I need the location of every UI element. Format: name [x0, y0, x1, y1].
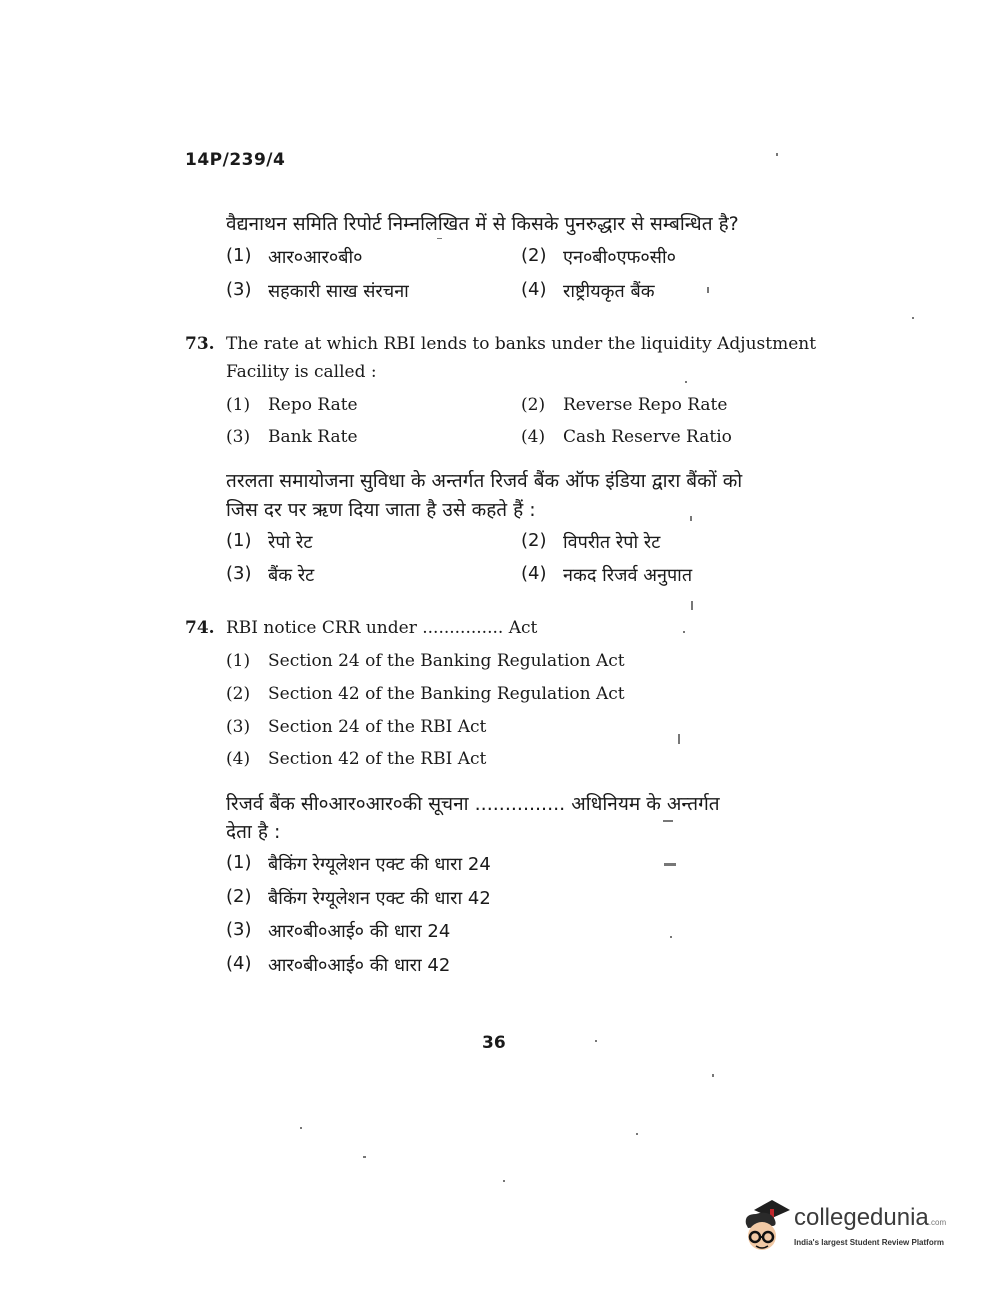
option-number: (2)	[226, 684, 251, 704]
q74-hindi-option-1	[226, 852, 491, 876]
q74-option-1	[226, 651, 625, 671]
q73-question-line1: The rate at which RBI lends to banks under the liquidity Adjustment	[226, 334, 817, 354]
scan-speck	[503, 1180, 505, 1182]
q74-hindi-option-2	[226, 886, 491, 910]
option-text: आर०बी०आई० की धारा 42	[268, 955, 451, 976]
option-number: (3)	[226, 717, 251, 737]
option-text: Section 42 of the Banking Regulation Act	[268, 684, 625, 704]
scan-speck	[683, 631, 685, 633]
q74-question: RBI notice CRR under ............... Act	[226, 618, 538, 638]
q74-number: 74.	[185, 618, 215, 638]
q74-hindi-line1: रिजर्व बैंक सी०आर०आर०की सूचना ............... अधिनियम के अन्तर्गत	[226, 793, 720, 815]
scan-speck	[678, 734, 680, 744]
scan-speck	[685, 381, 687, 383]
page-number: 36	[482, 1033, 506, 1053]
option-text: रेपो रेट	[268, 532, 313, 553]
logo-wordmark	[794, 1204, 946, 1232]
q73-hindi-line1: तरलता समायोजना सुविधा के अन्तर्गत रिजर्व बैंक ऑफ इंडिया द्वारा बैंकों को	[226, 470, 743, 492]
option-number: (1)	[226, 651, 251, 671]
scan-speck	[690, 516, 692, 521]
option-number: (3)	[226, 279, 252, 300]
q73-option-4	[521, 427, 732, 447]
scan-speck	[912, 317, 914, 319]
q74-option-3	[226, 717, 486, 737]
logo-tagline: India's largest Student Review Platform	[794, 1238, 944, 1247]
q72-option-1	[226, 245, 363, 269]
option-number: (1)	[226, 852, 252, 873]
option-text: सहकारी साख संरचना	[268, 281, 409, 302]
option-number: (3)	[226, 427, 251, 447]
q74-hindi-line2: देता है :	[226, 821, 281, 843]
option-number: (1)	[226, 395, 251, 415]
option-text: Section 24 of the Banking Regulation Act	[268, 651, 625, 671]
q73-hindi-option-4	[521, 563, 692, 587]
option-number: (2)	[226, 886, 252, 907]
option-text: Section 42 of the RBI Act	[268, 749, 487, 769]
scan-speck	[300, 1127, 302, 1129]
q73-hindi-option-2	[521, 530, 660, 554]
paper-code: 14P/239/4	[185, 150, 286, 170]
option-text: विपरीत रेपो रेट	[563, 532, 661, 553]
q73-option-2	[521, 395, 727, 415]
q74-option-2	[226, 684, 625, 704]
option-number: (3)	[226, 919, 252, 940]
scan-speck	[363, 1156, 366, 1158]
logo-suffix: .com	[928, 1218, 947, 1227]
option-text: आर०आर०बी०	[268, 247, 363, 268]
option-text: आर०बी०आई० की धारा 24	[268, 921, 451, 942]
q74-hindi-option-3	[226, 919, 450, 943]
scan-speck	[691, 601, 693, 610]
q73-hindi-option-3	[226, 563, 314, 587]
q73-hindi-option-1	[226, 530, 312, 554]
option-number: (1)	[226, 530, 252, 551]
option-text: बैकिंग रेग्यूलेशन एक्ट की धारा 42	[268, 888, 491, 909]
q74-option-4	[226, 749, 486, 769]
option-text: Reverse Repo Rate	[563, 395, 728, 415]
option-text: एन०बी०एफ०सी०	[563, 247, 676, 268]
scan-speck	[707, 287, 709, 293]
option-text: बैकिंग रेग्यूलेशन एक्ट की धारा 24	[268, 854, 491, 875]
option-number: (2)	[521, 530, 547, 551]
option-number: (4)	[521, 563, 547, 584]
q73-option-1	[226, 395, 358, 415]
collegedunia-logo	[738, 1196, 963, 1260]
option-text: नकद रिजर्व अनुपात	[563, 565, 693, 586]
option-text: Section 24 of the RBI Act	[268, 717, 487, 737]
scan-speck	[712, 1074, 714, 1077]
q73-question-line2: Facility is called :	[226, 362, 377, 382]
option-text: राष्ट्रीयकृत बैंक	[563, 281, 655, 302]
option-number: (4)	[521, 279, 547, 300]
q74-hindi-option-4	[226, 953, 450, 977]
q72-hindi-question: वैद्यनाथन समिति रिपोर्ट निम्नलिखित में से किसके पुनरुद्धार से सम्बन्धित है?	[226, 213, 739, 235]
scan-speck	[664, 863, 676, 866]
option-number: (1)	[226, 245, 252, 266]
scan-speck	[776, 153, 778, 156]
scan-speck	[670, 936, 672, 938]
q73-option-3	[226, 427, 358, 447]
scan-speck	[663, 820, 673, 822]
option-number: (4)	[226, 749, 251, 769]
option-number: (3)	[226, 563, 252, 584]
q72-option-3	[226, 279, 409, 303]
option-text: बैंक रेट	[268, 565, 315, 586]
scan-speck	[437, 238, 442, 239]
option-number: (4)	[521, 427, 546, 447]
option-text: Bank Rate	[268, 427, 358, 447]
option-number: (2)	[521, 245, 547, 266]
logo-name: collegedunia	[794, 1204, 929, 1231]
option-number: (2)	[521, 395, 546, 415]
q73-hindi-line2: जिस दर पर ऋण दिया जाता है उसे कहते हैं :	[226, 499, 536, 521]
q72-option-2	[521, 245, 676, 269]
q72-option-4	[521, 279, 655, 303]
option-text: Cash Reserve Ratio	[563, 427, 732, 447]
option-text: Repo Rate	[268, 395, 358, 415]
option-number: (4)	[226, 953, 252, 974]
scan-speck	[595, 1040, 597, 1042]
q73-number: 73.	[185, 334, 215, 354]
scan-speck	[636, 1133, 638, 1135]
mascot-icon	[738, 1196, 792, 1258]
